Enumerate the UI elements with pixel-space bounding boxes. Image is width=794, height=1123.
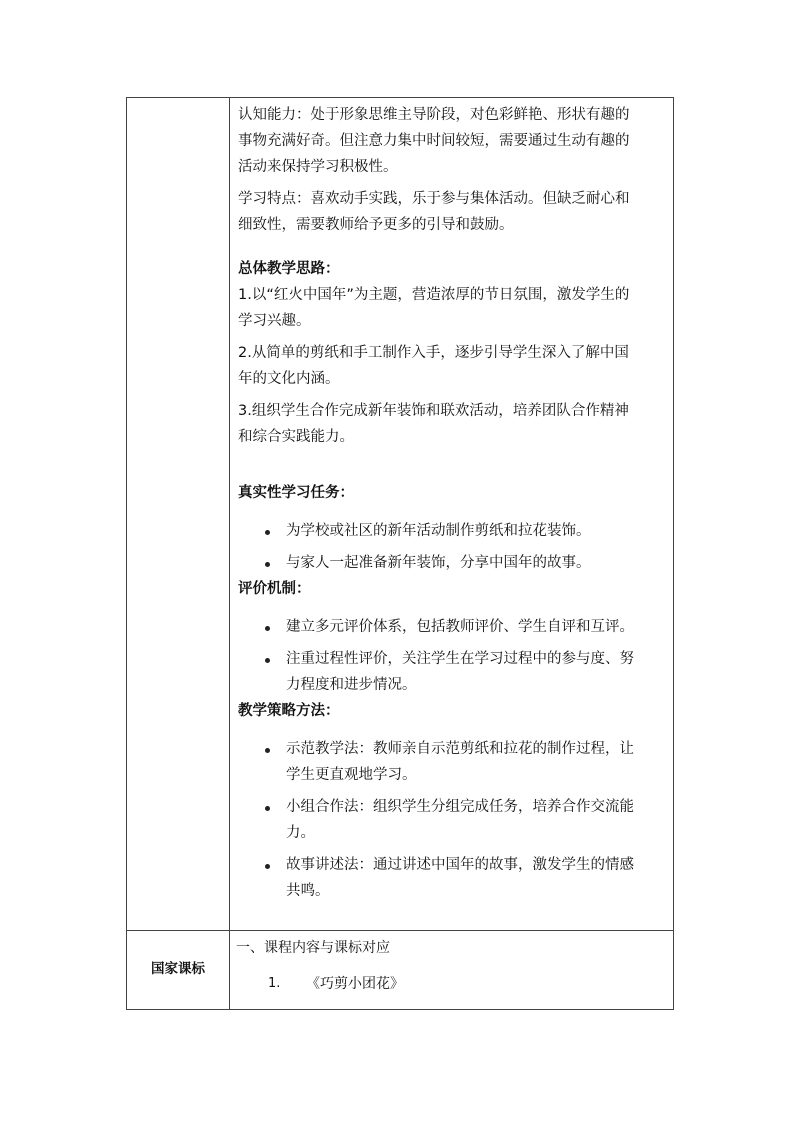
item-text: 《巧剪小团花》 [306,976,404,992]
row-label-cell [127,98,230,930]
bullet-icon [265,658,270,663]
list-item: 故事讲述法：通过讲述中国年的故事，激发学生的情感 共鸣。 [238,852,663,904]
strategy-heading: 教学策略方法： [238,703,340,719]
row-label-cell [127,931,230,1009]
analysis-content-cell [230,98,673,930]
overall-heading: 总体教学思路： [238,261,340,277]
cognitive-paragraph: 认知能力：处于形象思维主导阶段，对色彩鲜艳、形状有趣的 事物充满好奇。但注意力集中时间较短，需要通过生动有趣的 活动来保持学习积极性。 [238,107,630,175]
overall-item: 2.从简单的剪纸和手工制作入手，逐步引导学生深入了解中国 年的文化内涵。 [238,345,629,387]
overall-item: 3.组织学生合作完成新年装饰和联欢活动，培养团队合作精神 和综合实践能力。 [238,403,629,445]
bullet-icon [265,864,270,869]
list-item: 示范教学法：教师亲自示范剪纸和拉花的制作过程，让 学生更直观地学习。 [238,736,663,788]
evaluation-list [238,614,663,698]
national-standard-row [127,931,673,1009]
national-standard-label: 国家课标 [151,961,205,977]
list-item: 小组合作法：组织学生分组完成任务，培养合作交流能 力。 [238,794,663,846]
evaluation-heading: 评价机制： [238,581,311,597]
numbered-item [236,971,663,997]
bullet-icon [265,562,270,567]
analysis-row [127,98,673,931]
tasks-list [238,518,663,576]
list-item: 与家人一起准备新年装饰，分享中国年的故事。 [238,550,663,576]
bullet-icon [265,806,270,811]
bullet-icon [265,626,270,631]
list-item: 为学校或社区的新年活动制作剪纸和拉花装饰。 [238,518,663,544]
overall-item: 1.以“红火中国年”为主题，营造浓厚的节日氛围，激发学生的 学习兴趣。 [238,287,630,329]
tasks-heading: 真实性学习任务： [238,485,354,501]
lesson-plan-table [126,97,674,1010]
bullet-icon [265,748,270,753]
standard-content-cell [230,931,673,1009]
bullet-icon [265,530,270,535]
learning-paragraph: 学习特点：喜欢动手实践，乐于参与集体活动。但缺乏耐心和 细致性，需要教师给予更多的引导和鼓励。 [238,191,630,233]
item-number: 1. [268,976,281,991]
list-item: 建立多元评价体系，包括教师评价、学生自评和互评。 [238,614,663,640]
list-item: 注重过程性评价，关注学生在学习过程中的参与度、努 力程度和进步情况。 [238,646,663,698]
standard-heading: 一、课程内容与课标对应 [236,940,390,956]
strategy-list [238,736,663,904]
